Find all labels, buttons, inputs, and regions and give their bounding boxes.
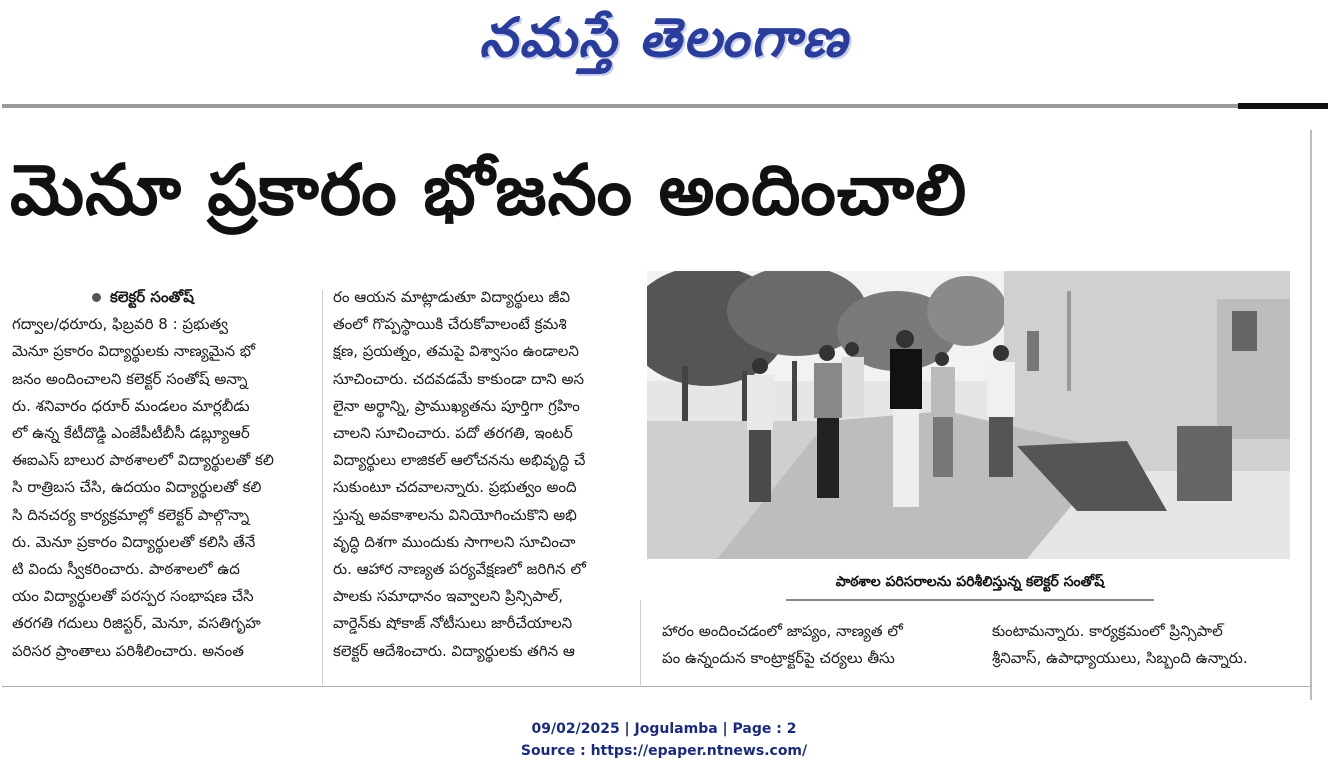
text-line: రు. శనివారం ధరూర్ మండలం మార్లబీడు [12, 396, 250, 415]
text-line: వృద్ధి దిశగా ముందుకు సాగాలని సూచించా [333, 532, 576, 551]
text-line: యం విద్యార్థులతో పరస్పర సంభాషణ చేసి [12, 587, 254, 606]
text-line: మెనూ ప్రకారం విద్యార్థులకు నాణ్యమైన భో [12, 342, 256, 361]
text-line: హారం అందించడంలో జాప్యం, నాణ్యత లో [662, 622, 903, 640]
byline [12, 284, 310, 311]
bottom-rule [2, 686, 1310, 687]
article-column-2 [333, 284, 633, 665]
text-line: కలెక్టర్ ఆదేశించారు. విద్యార్థులకు తగిన ఆ [333, 641, 575, 660]
text-line: విద్యార్థులు లాజికల్ ఆలోచనను అభివృద్ధి చే [333, 451, 586, 470]
text-line: జనం అందించాలని కలెక్టర్ సంతోష్ అన్నా [12, 369, 248, 388]
page-footer [0, 718, 1328, 762]
masthead [0, 0, 1328, 80]
bullet-icon [92, 293, 101, 302]
column-divider [322, 290, 323, 685]
text-line: లో ఉన్న కేటీదొడ్డి ఎంజేపీటీబీసీ డబ్ల్యూఆర్ [12, 424, 250, 443]
news-photo [647, 271, 1290, 559]
text-line: రు. మెనూ ప్రకారం విద్యార్థులతో కలిసి తేనే [12, 532, 256, 551]
text-line: గద్వాల/ధరూరు, ఫిబ్రవరి 8 : ప్రభుత్వ [12, 315, 228, 334]
photo-illustration [647, 271, 1290, 559]
source-info: Source : https://epaper.ntnews.com/ [520, 743, 808, 759]
article-column-4 [992, 618, 1292, 672]
article-headline: మెనూ ప్రకారం భోజనం అందించాలి [10, 149, 968, 231]
text-line: పాలకు సమాధానం ఇవ్వాలని ప్రిన్సిపాల్, [333, 587, 564, 606]
text-line: పం ఉన్నందున కాంట్రాక్టర్‌పై చర్యలు తీసు [662, 649, 895, 668]
text-line: సుకుంటూ చదవాలన్నారు. ప్రభుత్వం అంది [333, 478, 577, 497]
text-line: సి దినచర్య కార్యక్రమాల్లో కలెక్టర్ పాల్గొన్నా [12, 505, 250, 524]
text-line: పరిసర ప్రాంతాలు పరిశీలించారు. అనంత [12, 641, 244, 660]
column-divider [640, 600, 641, 685]
text-line: టి విందు స్వీకరించారు. పాఠశాలలో ఉద [12, 560, 240, 579]
text-line: వార్డెన్‌కు షోకాజ్ నోటీసులు జారీచేయాలని [333, 614, 573, 633]
article-column-1 [12, 284, 310, 665]
text-line: రం ఆయన మాట్లాడుతూ విద్యార్థులు జీవి [333, 288, 571, 306]
text-line: శ్రీనివాస్, ఉపాధ్యాయులు, సిబ్బంది ఉన్నారు. [992, 649, 1248, 668]
text-line: తరగతి గదులు రిజిస్టర్, మెనూ, వసతిగృహ [12, 614, 261, 633]
article-column-3 [662, 618, 962, 672]
newspaper-logo: నమస్తే తెలంగాణ [479, 6, 849, 69]
text-line: తంలో గొప్పస్థాయికి చేరుకోవాలంటే క్రమశి [333, 315, 567, 334]
text-line: లైనా అర్థాన్ని, ప్రాముఖ్యతను పూర్తిగా గ్రహిం [333, 396, 580, 415]
text-line: కుంటామన్నారు. కార్యక్రమంలో ప్రిన్సిపాల్ [992, 622, 1223, 640]
edition-info: 09/02/2025 | Jogulamba | Page : 2 [531, 721, 797, 737]
text-line: స్తున్న అవకాశాలను వినియోగించుకొని అభి [333, 505, 577, 524]
masthead-rule [2, 104, 1238, 108]
text-line: క్షణ, ప్రయత్నం, తమపై విశ్వాసం ఉండాలని [333, 342, 579, 361]
text-line: ఈఐఎస్ బాలుర పాఠశాలలో విద్యార్థులతో కలి [12, 451, 274, 470]
masthead-rule-accent [1238, 103, 1328, 109]
photo-caption-box [786, 565, 1154, 601]
text-line: సూచించారు. చదవడమే కాకుండా దాని అస [333, 369, 584, 388]
text-line: సి రాత్రిబస చేసి, ఉదయం విద్యార్థులతో కలి [12, 478, 262, 497]
photo-caption: పాఠశాల పరిసరాలను పరిశీలిస్తున్న కలెక్టర్ సంతోష్ [835, 574, 1105, 590]
text-line: రు. ఆహార నాణ్యత పర్యవేక్షణలో జరిగిన లో [333, 560, 586, 579]
page-border [1310, 130, 1312, 700]
text-line: చాలని సూచించారు. పదో తరగతి, ఇంటర్ [333, 424, 573, 443]
byline-text: కలెక్టర్ సంతోష్ [110, 288, 194, 306]
